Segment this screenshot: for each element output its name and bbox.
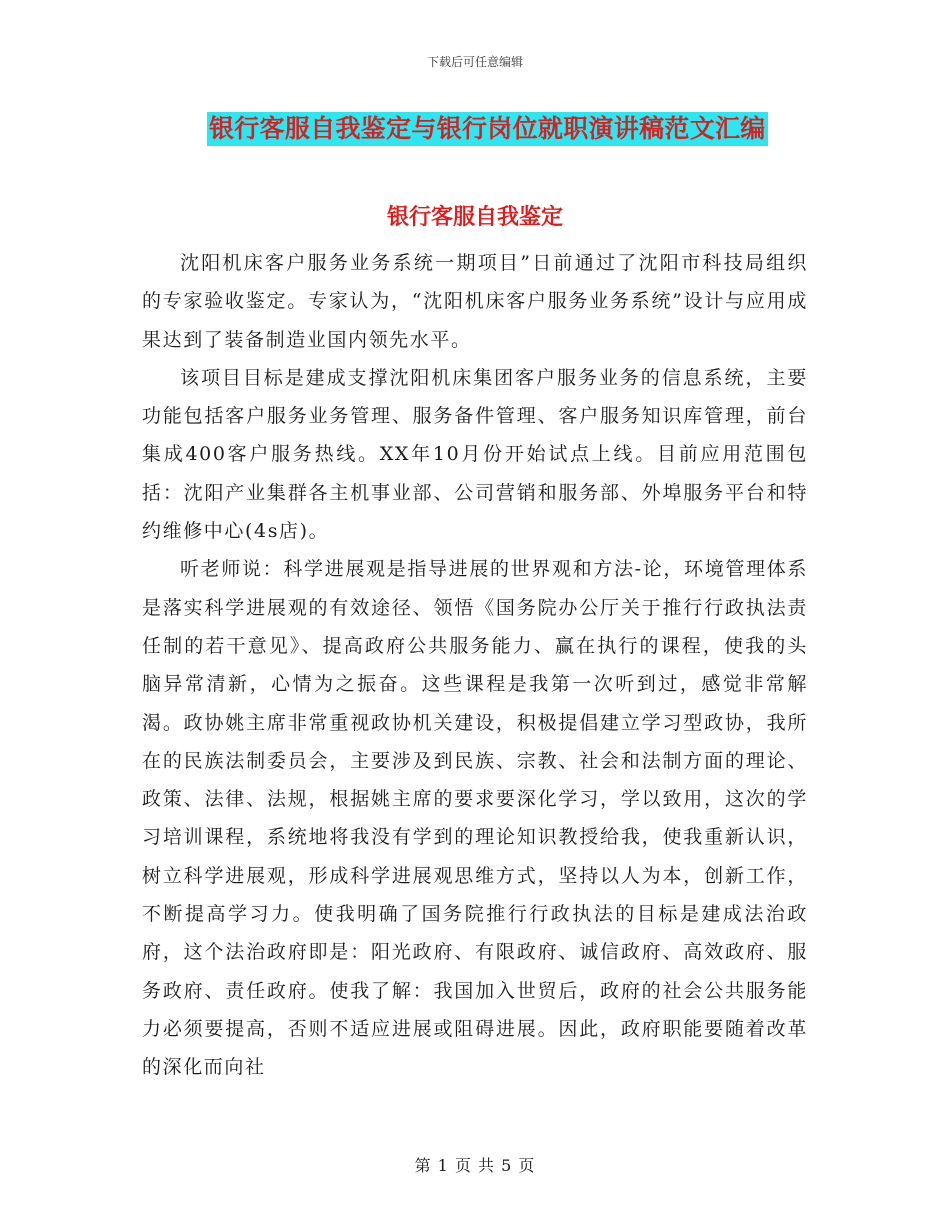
paragraph: 听老师说：科学进展观是指导进展的世界观和方法-论，环境管理体系是落实科学进展观的有效途径、领悟《国务院办公厅关于推行行政执法责任制的若干意见》、提高政府公共服务能力、赢在执行的课程，使我的头脑异常清新，心情为之振奋。这些课程是我第一次听到过，感觉非常解渴。政协姚主席非常重视政协机关建设，积极提倡建立学习型政协，我所在的民族法制委员会，主要涉及到民族、宗教、社会和法制方面的理论、政策、法律、法规，根据姚主席的要求要深化学习，学以致用，这次的学习培训课程，系统地将我没有学到的理论知识教授给我，使我重新认识，树立科学进展观，形成科学进展观思维方式，坚持以人为本，创新工作，不断提高学习力。使我明确了国务院推行行政执法的目标是建成法治政府，这个法治政府即是：阳光政府、有限政府、诚信政府、高效政府、服务政府、责任政府。使我了解：我国加入世贸后，政府的社会公共服务能力必须要提高，否则不适应进展或阻碍进展。因此，政府职能要随着改革的深化而向社 bbox=[142, 558, 808, 1079]
page-header-note: 下载后可任意编辑 bbox=[426, 55, 523, 69]
paragraph: 该项目目标是建成支撑沈阳机床集团客户服务业务的信息系统，主要功能包括客户服务业务管理、服务备件管理、客户服务知识库管理，前台集成400客户服务热线。XX年10月份开始试点上线。目前应用范围包括：沈阳产业集群各主机事业部、公司营销和服务部、外埠服务平台和特约维修中心(4s店)。 bbox=[142, 366, 808, 543]
paragraph: 沈阳机床客户服务业务系统一期项目”日前通过了沈阳市科技局组织的专家验收鉴定。专家认为，“沈阳机床客户服务业务系统”设计与应用成果达到了装备制造业国内领先水平。 bbox=[142, 252, 808, 351]
document-title: 银行客服自我鉴定与银行岗位就职演讲稿范文汇编 bbox=[207, 112, 768, 146]
document-body bbox=[142, 244, 808, 1087]
section-title: 银行客服自我鉴定 bbox=[386, 204, 563, 230]
page-number: 第 1 页 共 5 页 bbox=[414, 1156, 536, 1175]
